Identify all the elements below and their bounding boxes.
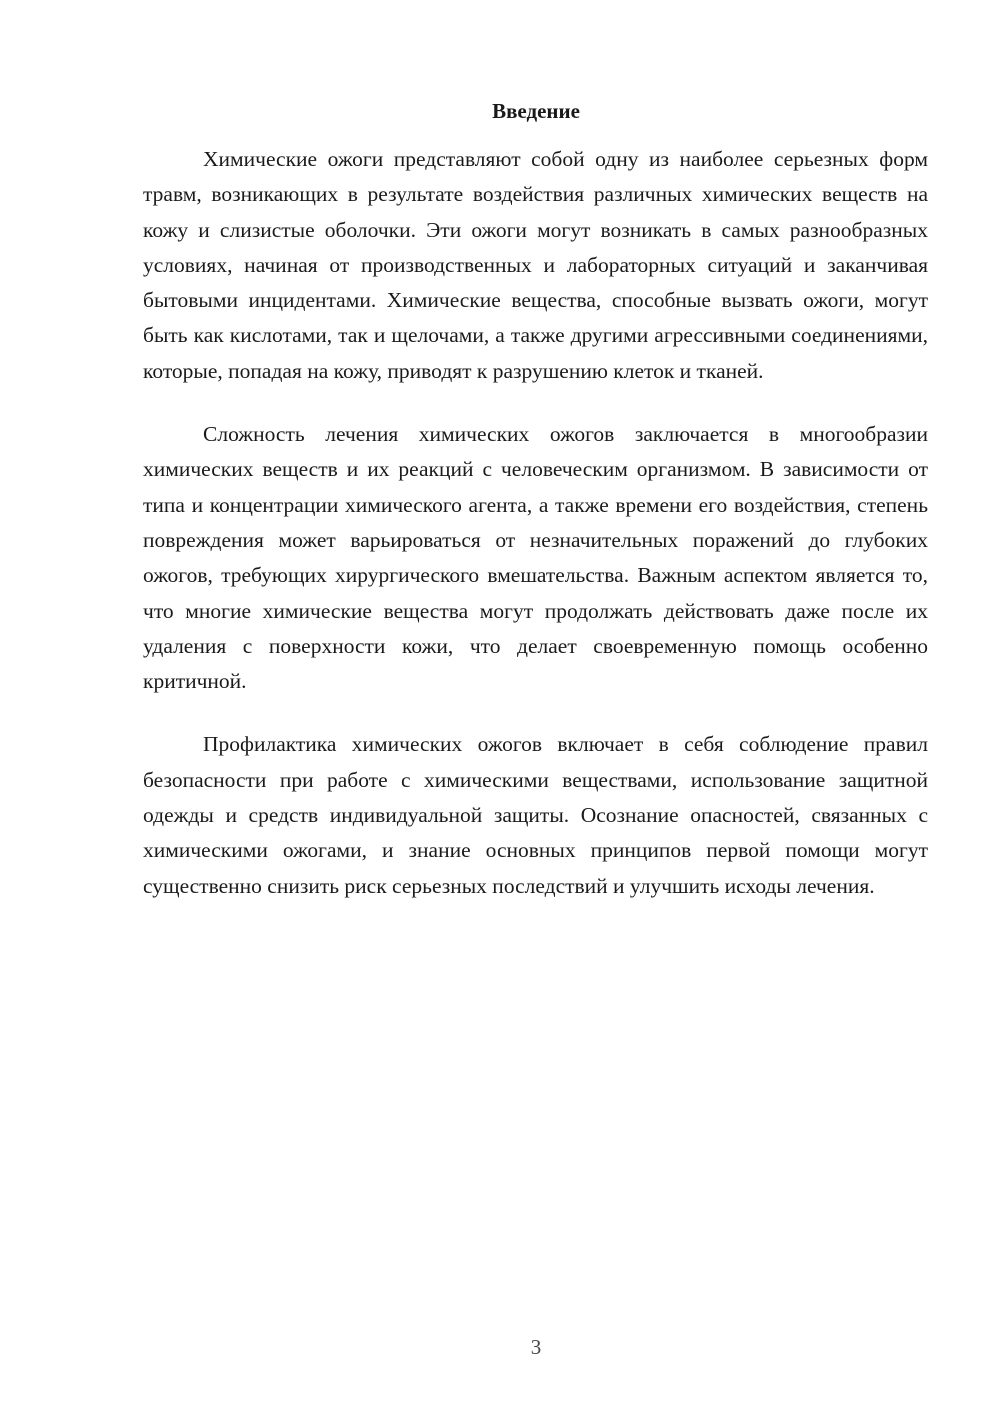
page-number: 3 <box>530 1335 542 1359</box>
paragraph-1: Химические ожоги представляют собой одну из наиболее серьезных форм травм, возникающих в результате воздействия различных химических веществ на кожу и слизистые оболочки. Эти ожоги могут возникать в самых разнообразных условиях, начиная от производственных и лабораторных ситуаций и заканчивая бытовыми инцидентами. Химические вещества, способные вызвать ожоги, могут быть как кислотами, так и щелочами, а также другими агрессивными соединениями, которые, попадая на кожу, приводят к разрушению клеток и тканей. <box>143 147 928 383</box>
paragraph-2: Сложность лечения химических ожогов заключается в многообразии химических веществ и их реакций с человеческим организмом. В зависимости от типа и концентрации химического агента, а также времени его воздействия, степень повреждения может варьироваться от незначительных поражений до глубоких ожогов, требующих хирургического вмешательства. Важным аспектом является то, что многие химические вещества могут продолжать действовать даже после их удаления с поверхности кожи, что делает своевременную помощь особенно критичной. <box>143 422 928 694</box>
paragraph-3: Профилактика химических ожогов включает в себя соблюдение правил безопасности при работе с химическими веществами, использование защитной одежды и средств индивидуальной защиты. Осознание опасностей, связанных с химическими ожогами, и знание основных принципов первой помощи могут существенно снизить риск серьезных последствий и улучшить исходы лечения. <box>143 732 928 898</box>
body-text <box>143 142 928 904</box>
section-heading: Введение <box>492 99 580 123</box>
